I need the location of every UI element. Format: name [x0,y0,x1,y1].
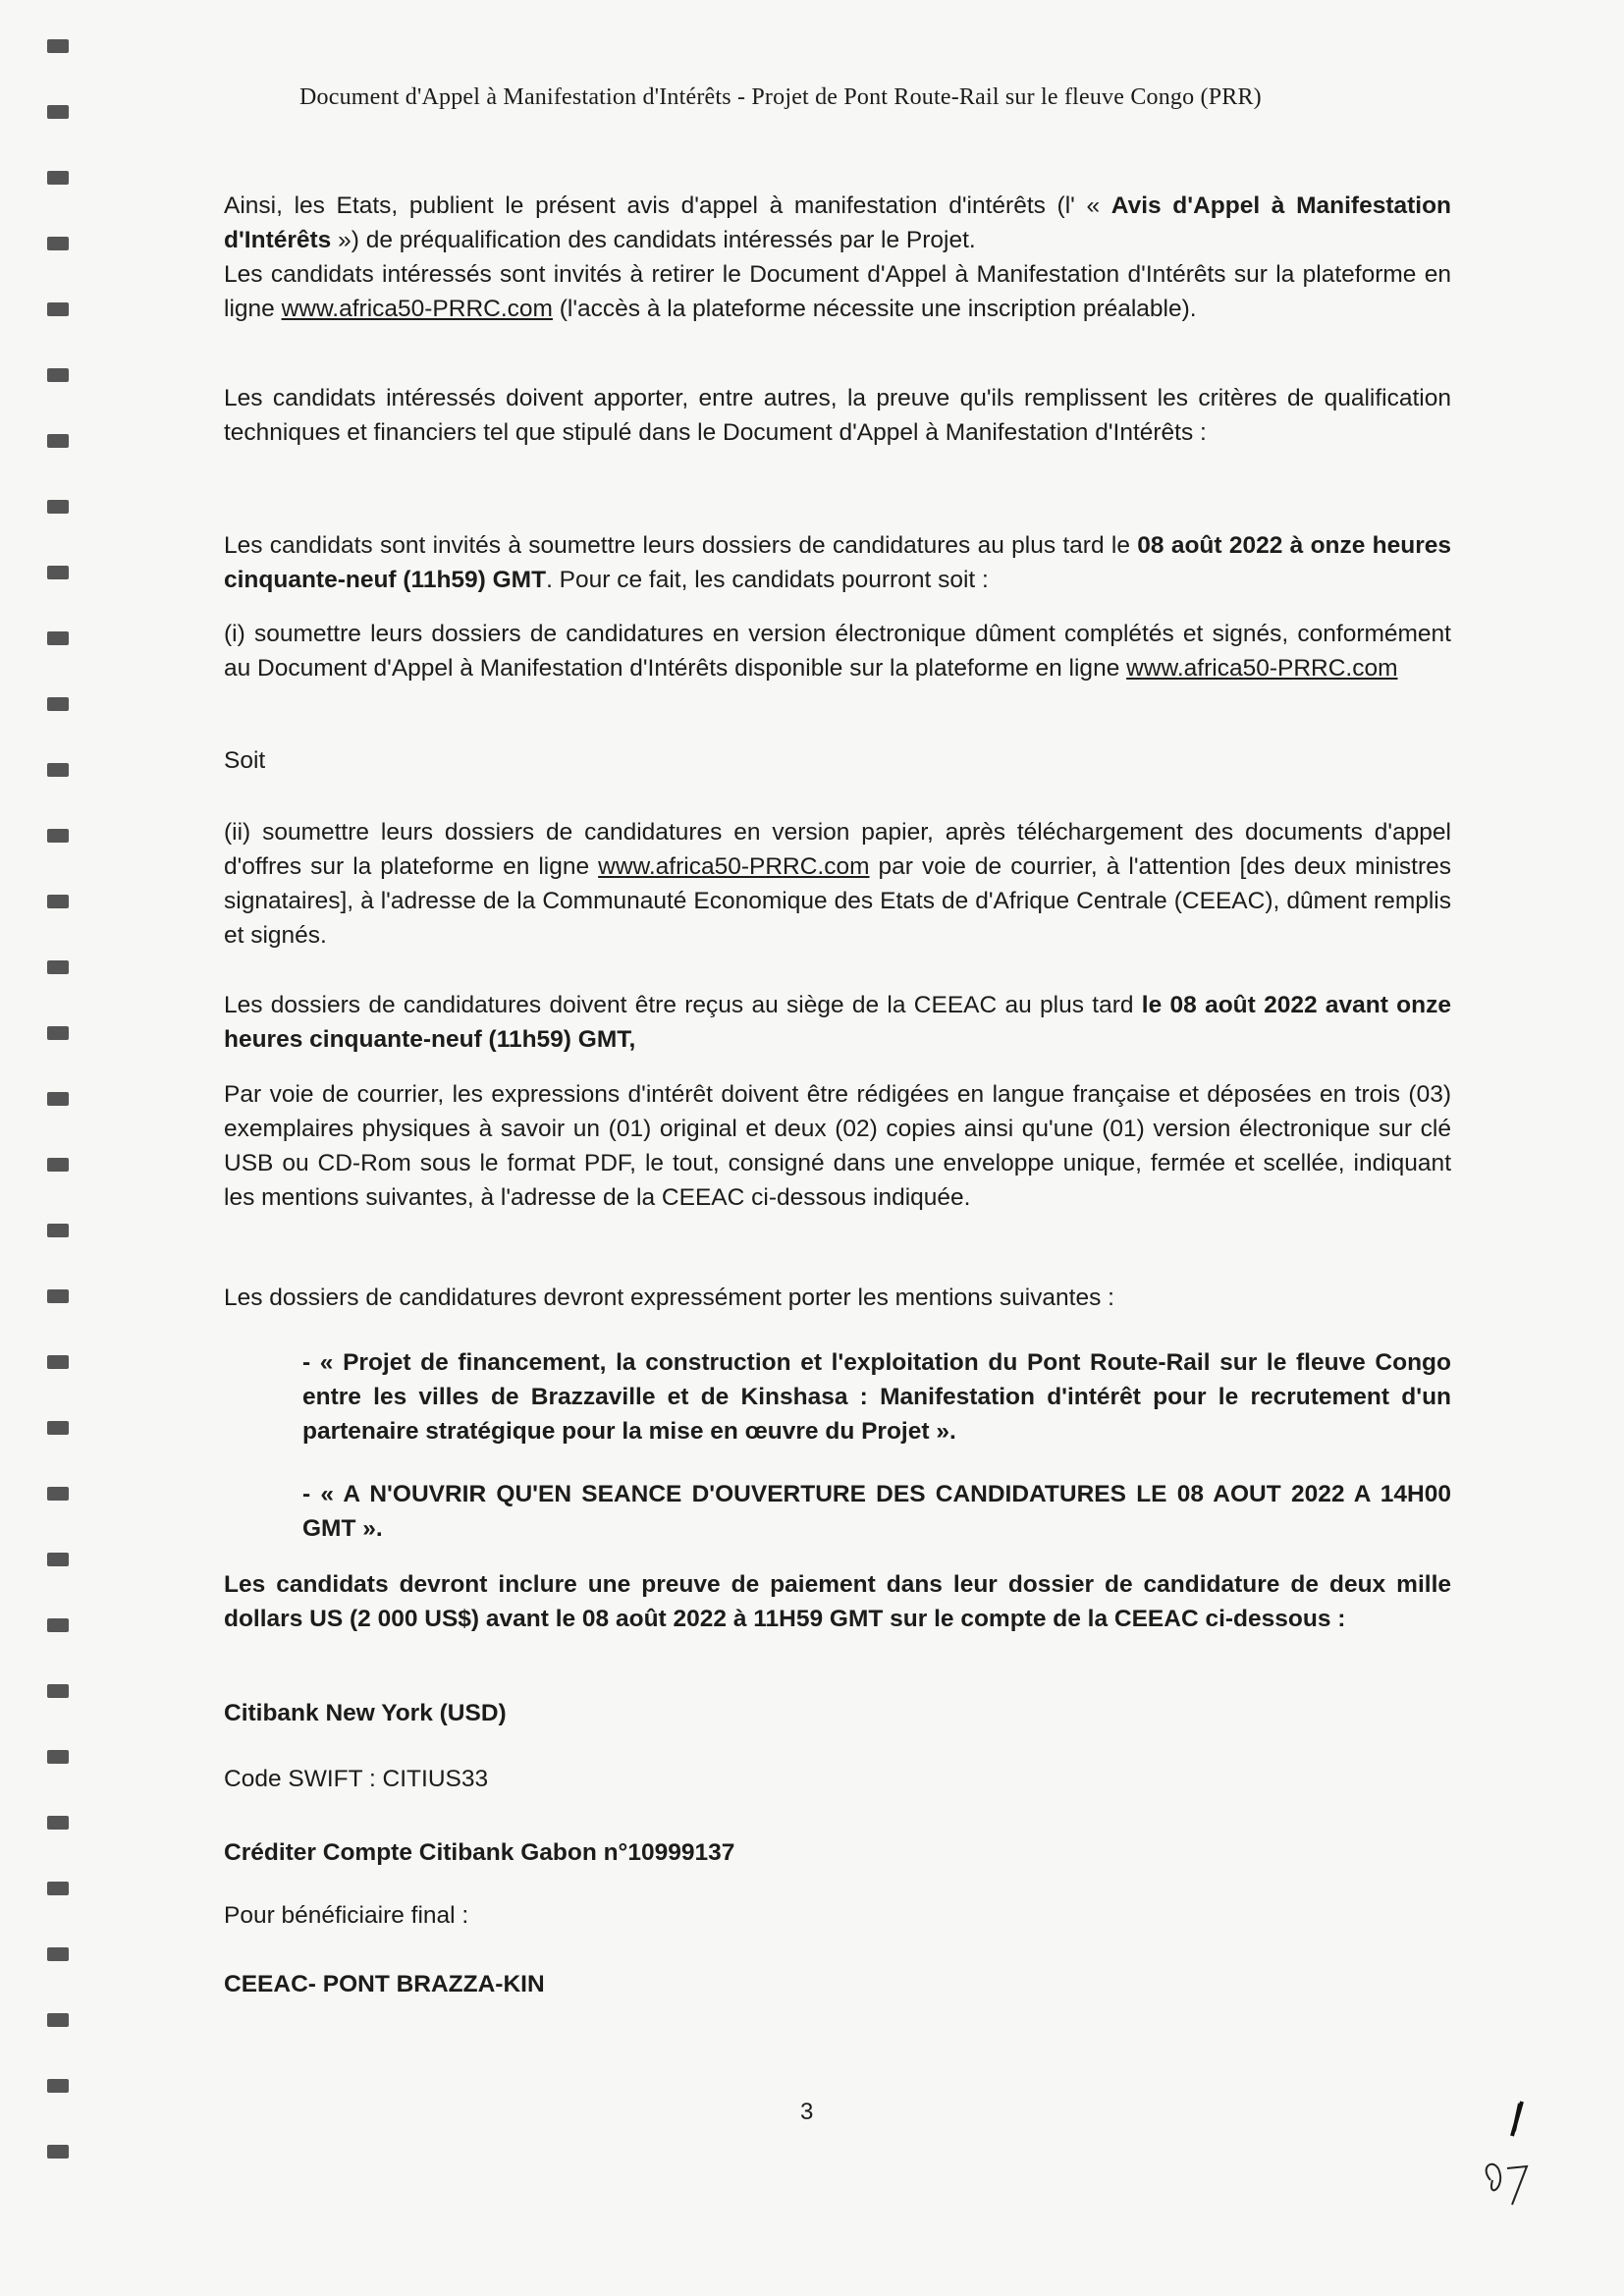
paragraph-payment: Les candidats devront inclure une preuve de paiement dans leur dossier de candidature de deux mille dollars US (2 000 US$) avant le 08 août 2022 à 11H59 GMT sur le compte de la CEEAC ci-dessous : [224,1571,1451,1632]
soit-text: Soit [224,747,266,774]
text: ») de préqualification des candidats intéressés par le Projet. [331,227,976,253]
binding-hole-mark [47,1882,69,1895]
binding-hole-mark [47,1026,69,1040]
text: par voie de courrier, à l'attention [des deux ministres signataires], à l'adresse de la Communauté Economique des Etats de d'Afrique Centrale (CEEAC), dûment remplis et signés. [224,853,1451,949]
binding-hole-mark [47,631,69,645]
binding-hole-mark [47,171,69,185]
binding-hole-mark [47,960,69,974]
page-header: Document d'Appel à Manifestation d'Intérêts - Projet de Pont Route-Rail sur le fleuve Congo (PRR) [299,84,1262,110]
account-number: Créditer Compte Citibank Gabon n°10999137 [224,1839,735,1866]
paragraph-intro [224,189,1451,326]
platform-link[interactable]: www.africa50-PRRC.com [1126,655,1398,682]
binding-hole-mark [47,1092,69,1106]
beneficiary-label: Pour bénéficiaire final : [224,1902,469,1929]
text: Ainsi, les Etats, publient le présent avis d'appel à manifestation d'intérêts (l' « [224,192,1111,219]
option-electronic [224,617,1451,685]
binding-hole-mark [47,237,69,250]
text-bold: le 08 août 2022 avant onze heures cinquante-neuf (11h59) GMT, [224,992,1451,1053]
text-bold: 08 août 2022 à onze heures cinquante-neuf (11h59) GMT [224,532,1452,593]
binding-hole-mark [47,1289,69,1303]
binding-hole-mark [47,302,69,316]
binding-hole-mark [47,1618,69,1632]
paragraph-criteria: Les candidats intéressés doivent apporter, entre autres, la preuve qu'ils remplissent les critères de qualification techniques et financiers tel que stipulé dans le Document d'Appel à Manifestation d'Intérêts : [224,385,1451,446]
text: Les candidats sont invités à soumettre leurs dossiers de candidatures au plus tard le [224,532,1138,559]
binding-hole-mark [47,500,69,514]
handwritten-annotation [1473,2082,1551,2219]
binding-hole-mark [47,1355,69,1369]
text: (l'accès à la plateforme nécessite une inscription préalable). [552,296,1197,322]
swift-code: Code SWIFT : CITIUS33 [224,1766,489,1792]
text-bold: Avis d'Appel à Manifestation d'Intérêts [224,192,1451,253]
binding-hole-mark [47,829,69,843]
binding-hole-mark [47,1553,69,1566]
paragraph-courier: Par voie de courrier, les expressions d'intérêt doivent être rédigées en langue française et déposées en trois (03) exemplaires physiques à savoir un (01) original et deux (02) copies ainsi qu'une (01) version électronique sur clé USB ou CD-Rom sous le format PDF, le tout, consigné dans une enveloppe unique, fermée et scellée, indiquant les mentions suivantes, à l'adresse de la CEEAC ci-dessous indiquée. [224,1081,1451,1211]
binding-hole-mark [47,566,69,579]
binding-hole-mark [47,1750,69,1764]
paragraph-deadline [224,528,1451,597]
page-number: 3 [800,2099,814,2125]
binding-holes [47,39,77,2200]
binding-hole-mark [47,1684,69,1698]
binding-hole-mark [47,1224,69,1237]
option-paper [224,815,1451,953]
text: (ii) soumettre leurs dossiers de candidatures en version papier, après téléchargement des documents d'appel d'offres sur la plateforme en ligne [224,819,1451,880]
binding-hole-mark [47,2145,69,2159]
mention-project [224,1345,1451,1449]
binding-hole-mark [47,1421,69,1435]
binding-hole-mark [47,697,69,711]
binding-hole-mark [47,2079,69,2093]
binding-hole-mark [47,1487,69,1501]
binding-hole-mark [47,39,69,53]
binding-hole-mark [47,1158,69,1172]
binding-hole-mark [47,105,69,119]
paragraph-mentions: Les dossiers de candidatures devront expressément porter les mentions suivantes : [224,1285,1114,1311]
text: Les candidats intéressés sont invités à retirer le Document d'Appel à Manifestation d'Intérêts sur la plateforme en ligne [224,261,1451,322]
beneficiary-name: CEEAC- PONT BRAZZA-KIN [224,1971,545,1997]
mention-text: - « Projet de financement, la construction et l'exploitation du Pont Route-Rail sur le fleuve Congo entre les villes de Brazzaville et de Kinshasa : Manifestation d'intérêt pour le recrutement d'un partenaire stratégique pour la mise en œuvre du Projet ». [302,1349,1451,1445]
mention-do-not-open [224,1477,1451,1546]
platform-link[interactable]: www.africa50-PRRC.com [598,853,870,880]
binding-hole-mark [47,2013,69,2027]
text: (i) soumettre leurs dossiers de candidatures en version électronique dûment complétés et signés, conformément au Document d'Appel à Manifestation d'Intérêts disponible sur la plateforme en ligne [224,621,1451,682]
binding-hole-mark [47,368,69,382]
text: Les dossiers de candidatures doivent être reçus au siège de la CEEAC au plus tard [224,992,1142,1018]
binding-hole-mark [47,1947,69,1961]
binding-hole-mark [47,1816,69,1830]
platform-link[interactable]: www.africa50-PRRC.com [281,296,553,322]
paragraph-reception [224,988,1451,1057]
text: . Pour ce fait, les candidats pourront soit : [546,567,989,593]
binding-hole-mark [47,895,69,908]
binding-hole-mark [47,434,69,448]
mention-text: - « A N'OUVRIR QU'EN SEANCE D'OUVERTURE DES CANDIDATURES LE 08 AOUT 2022 A 14H00 GMT ». [302,1481,1451,1542]
binding-hole-mark [47,763,69,777]
bank-name: Citibank New York (USD) [224,1700,507,1726]
